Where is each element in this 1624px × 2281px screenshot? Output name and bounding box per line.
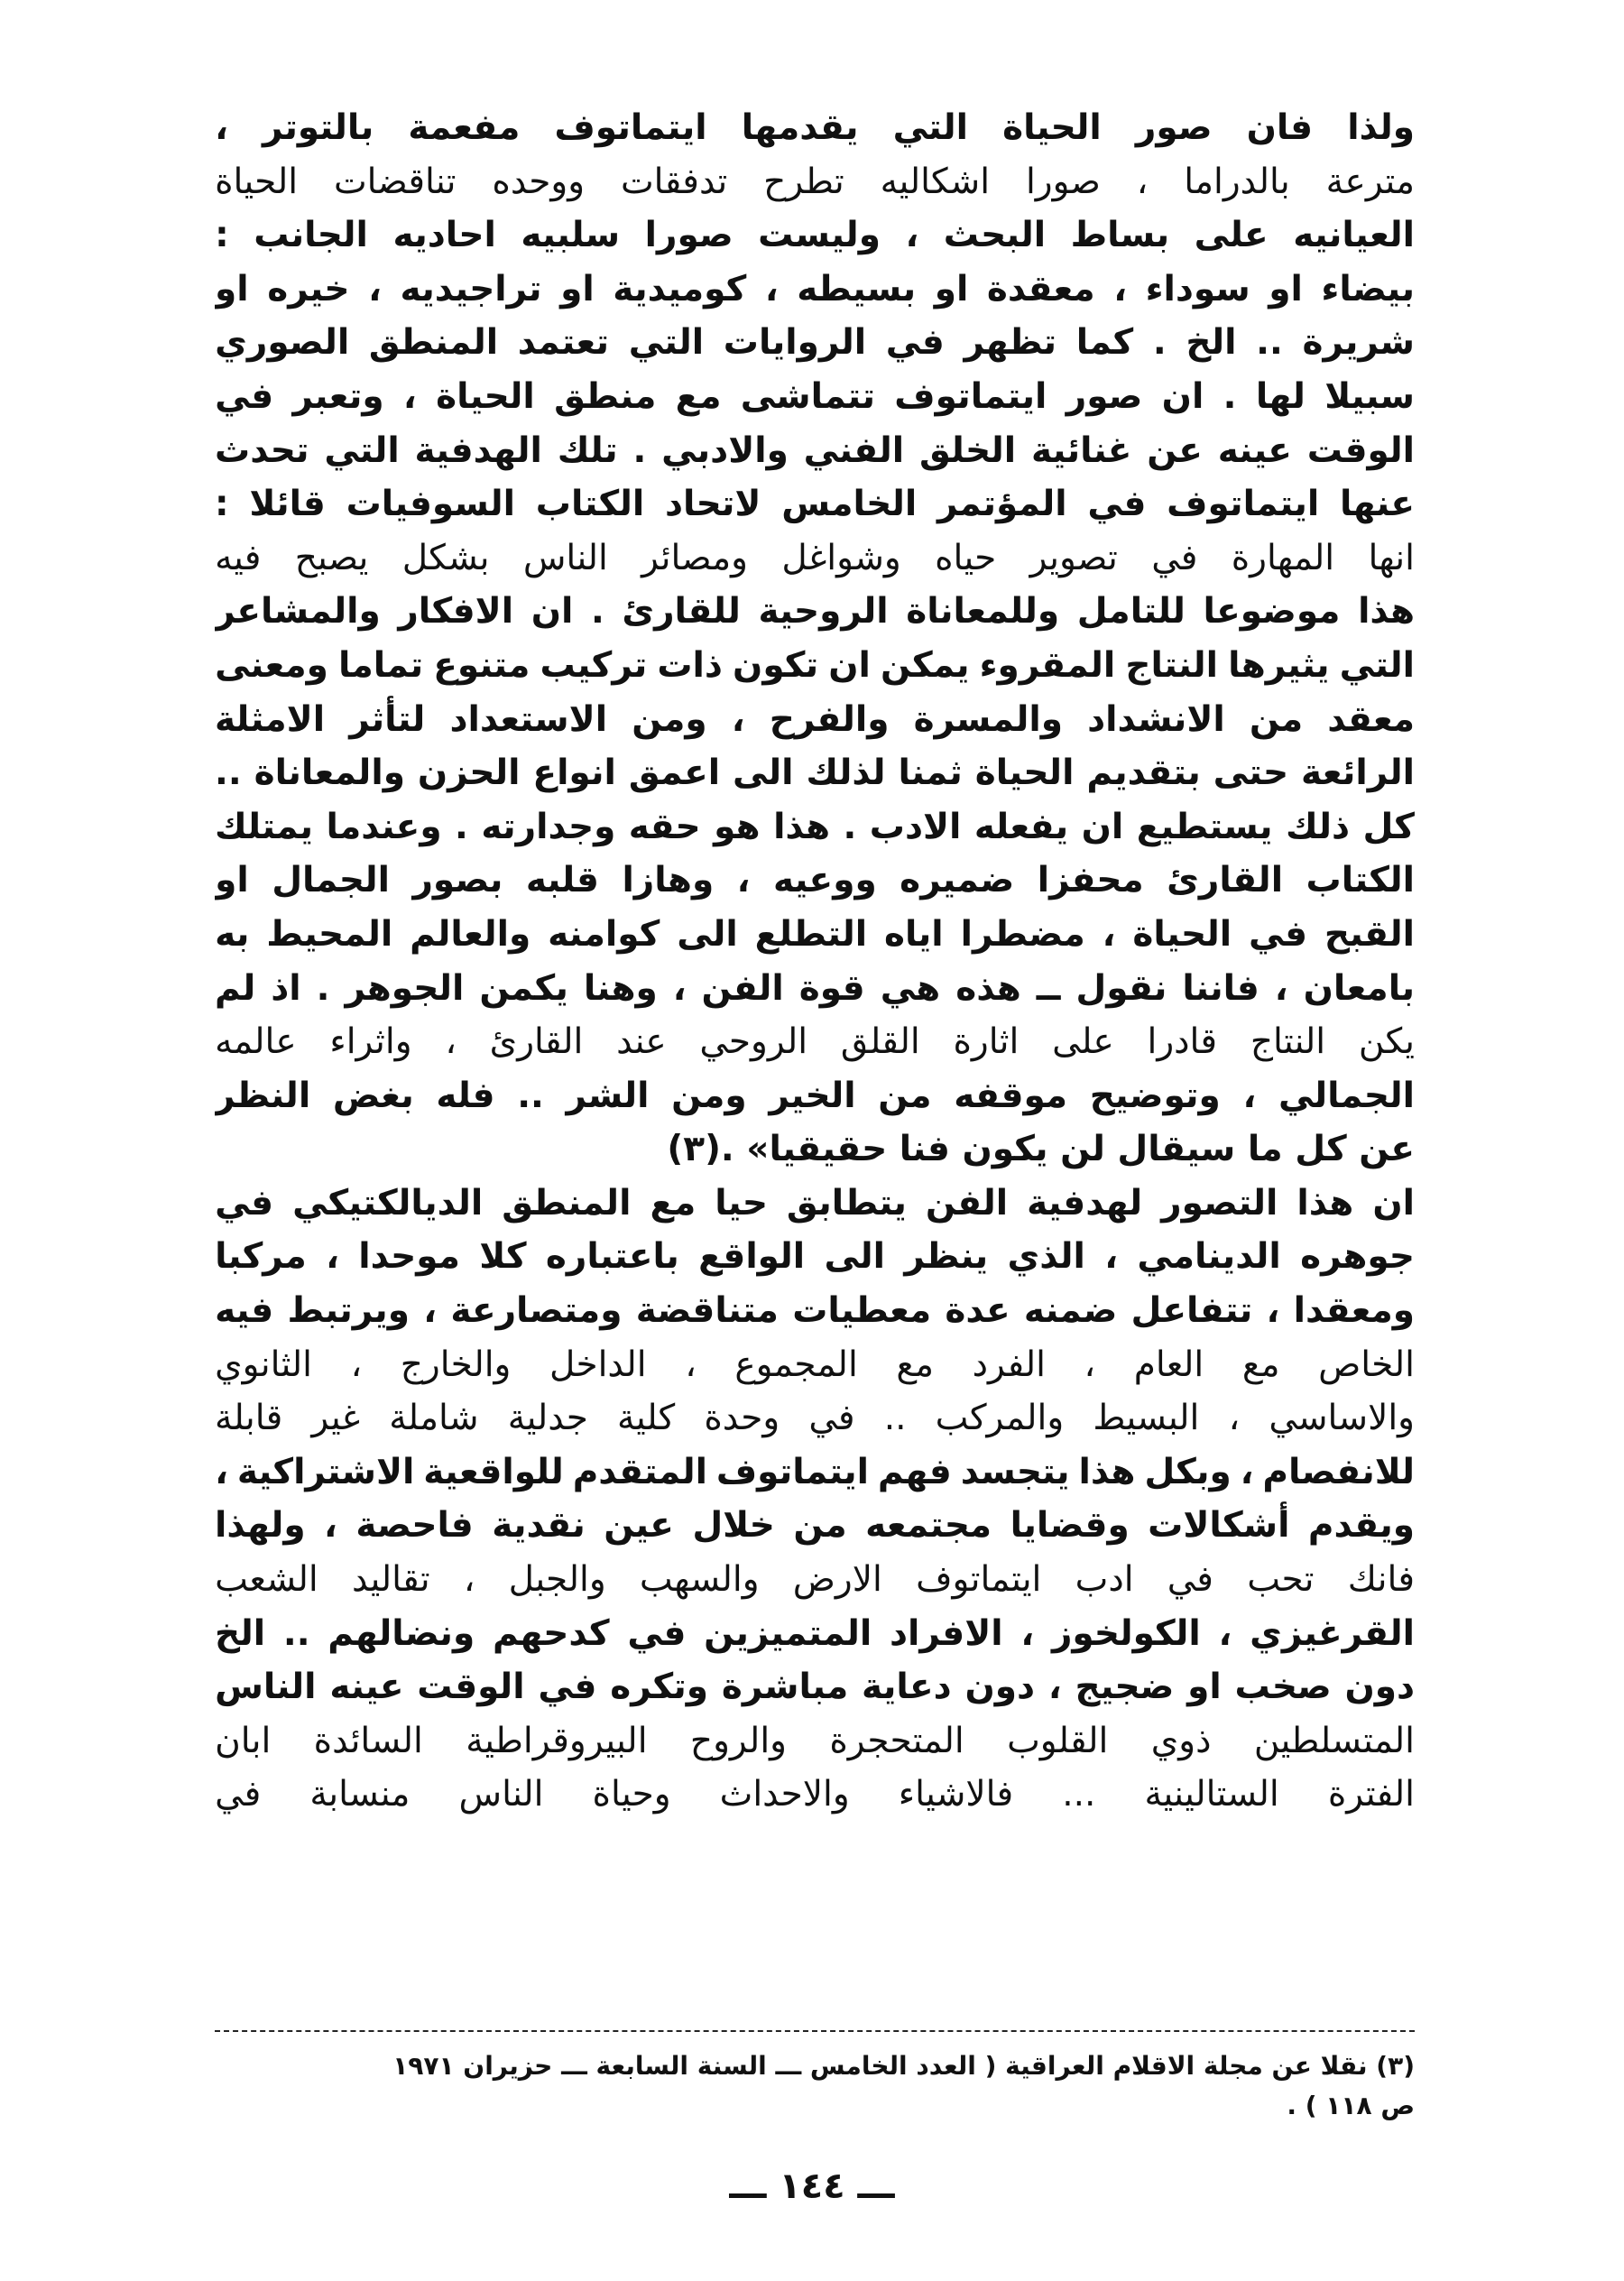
text-line: معقد من الانشداد والمسرة والفرح ، ومن الاستعداد لتأثر الامثلة xyxy=(215,698,1415,740)
text-line: للانفصام ، وبكل هذا يتجسد فهم ايتماتوف المتقدم للواقعية الاشتراكية ، xyxy=(215,1451,1415,1492)
footnote xyxy=(215,2046,1415,2126)
text-line: جوهره الدينامي ، الذي ينظر الى الواقع باعتباره كلا موحدا ، مركبا xyxy=(215,1236,1415,1278)
text-line: الوقت عينه عن غنائية الخلق الفني والادبي . تلك الهدفية التي تحدث xyxy=(215,429,1415,471)
text-line: القبح في الحياة ، مضطرا اياه التطلع الى كوامنه والعالم المحيط به xyxy=(215,913,1415,955)
text-line: عنها ايتماتوف في المؤتمر الخامس لاتحاد الكتاب السوفيات قائلا : xyxy=(215,484,1415,525)
body-text xyxy=(215,101,1415,1822)
text-line: سبيلا لها . ان صور ايتماتوف تتماشى مع منطق الحياة ، وتعبر في xyxy=(215,375,1415,417)
footnote-line-1: (٣) نقلا عن مجلة الاقلام العراقية ( العدد الخامس ـــ السنة السابعة ـــ حزيران ١٩٧١ xyxy=(392,2051,1415,2081)
text-line: الجمالي ، وتوضيح موقفه من الخير ومن الشر .. فله بغض النظر xyxy=(215,1075,1415,1116)
text-line: كل ذلك يستطيع ان يفعله الادب . هذا هو حقه وجدارته . وعندما يمتلك xyxy=(215,806,1415,847)
footnote-line-2: ص ١١٨ ) . xyxy=(1287,2091,1415,2120)
text-line: بيضاء او سوداء ، معقدة او بسيطه ، كوميدية او تراجيديه ، خيره او xyxy=(215,268,1415,309)
text-line: ويقدم أشكالات وقضايا مجتمعه من خلال عين نقدية فاحصة ، ولهذا xyxy=(215,1505,1415,1547)
text-line: ولذا فان صور الحياة التي يقدمها ايتماتوف مفعمة بالتوتر ، xyxy=(215,107,1415,148)
text-line: الخاص مع العام ، الفرد مع المجموع ، الداخل والخارج ، الثانوي xyxy=(215,1344,1415,1385)
text-line: عن كل ما سيقال لن يكون فنا حقيقيا» .(٣) xyxy=(667,1129,1415,1170)
text-line: هذا موضوعا للتامل وللمعاناة الروحية للقارئ . ان الافكار والمشاعر xyxy=(215,591,1415,633)
text-line: شريرة .. الخ . كما تظهر في الروايات التي تعتمد المنطق الصوري xyxy=(215,322,1415,364)
footnote-separator xyxy=(215,2030,1415,2032)
text-line: بامعان ، فاننا نقول ــ هذه هي قوة الفن ، وهنا يكمن الجوهر . اذ لم xyxy=(215,967,1415,1009)
text-line: والاساسي ، البسيط والمركب .. في وحدة كلية جدلية شاملة غير قابلة xyxy=(215,1398,1415,1439)
text-line: مترعة بالدراما ، صورا اشكاليه تطرح تدفقات ووحده تناقضات الحياة xyxy=(215,161,1415,202)
text-line: العيانيه على بساط البحث ، وليست صورا سلبيه احاديه الجانب : xyxy=(215,215,1415,256)
text-line: الكتاب القارئ محفزا ضميره ووعيه ، وهازا قلبه بصور الجمال او xyxy=(215,860,1415,901)
text-line: فانك تحب في ادب ايتماتوف الارض والسهب والجبل ، تقاليد الشعب xyxy=(215,1559,1415,1601)
text-line: التي يثيرها النتاج المقروء يمكن ان تكون ذات تركيب متنوع تماما ومعنى xyxy=(215,644,1415,686)
text-line: انها المهارة في تصوير حياه وشواغل ومصائر الناس بشكل يصبح فيه xyxy=(215,537,1415,578)
text-line: الرائعة حتى بتقديم الحياة ثمنا لذلك الى اعمق انواع الحزن والمعاناة .. xyxy=(215,753,1415,794)
text-line: المتسلطين ذوي القلوب المتحجرة والروح البيروقراطية السائدة ابان xyxy=(215,1720,1415,1761)
text-line: يكن النتاج قادرا على اثارة القلق الروحي عند القارئ ، واثراء عالمه xyxy=(215,1021,1415,1063)
text-line: ومعقدا ، تتفاعل ضمنه عدة معطيات متناقضة ومتصارعة ، ويرتبط فيه xyxy=(215,1290,1415,1332)
text-line: الفترة الستالينية ... فالاشياء والاحداث وحياة الناس منسابة في xyxy=(215,1774,1415,1815)
page-number: ـــ ١٤٤ ـــ xyxy=(729,2166,895,2207)
text-line: القرغيزي ، الكولخوز ، الافراد المتميزين في كدحهم ونضالهم .. الخ xyxy=(215,1612,1415,1654)
text-line: ان هذا التصور لهدفية الفن يتطابق حيا مع المنطق الديالكتيكي في xyxy=(215,1182,1415,1224)
text-line: دون صخب او ضجيج ، دون دعاية مباشرة وتكره في الوقت عينه الناس xyxy=(215,1667,1415,1708)
